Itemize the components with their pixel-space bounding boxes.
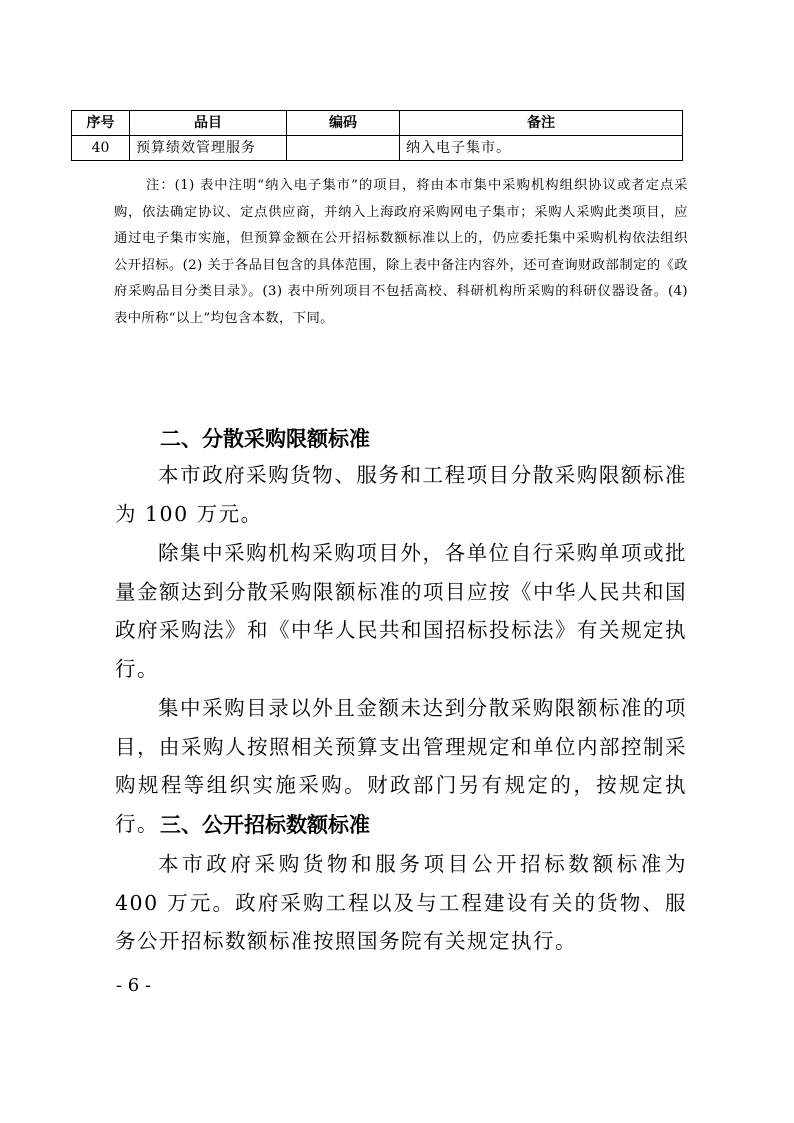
cell-no: 40 — [72, 136, 130, 161]
paragraph: 本市政府采购货物、服务和工程项目分散采购限额标准为 100 万元。 — [115, 463, 687, 526]
section-heading-public-tender-threshold: 三、公开招标数额标准 — [160, 813, 370, 837]
cell-item: 预算绩效管理服务 — [130, 136, 287, 161]
table-header-row — [72, 111, 683, 136]
cell-code — [287, 136, 400, 161]
table-row — [72, 136, 683, 161]
procurement-catalog-table — [71, 110, 683, 161]
header-item: 品目 — [130, 111, 287, 136]
cell-remark: 纳入电子集市。 — [400, 136, 683, 161]
page-number: - 6 - — [116, 975, 152, 996]
header-code: 编码 — [287, 111, 400, 136]
paragraph: 本市政府采购货物和服务项目公开招标数额标准为 400 万元。政府采购工程以及与工程建设有关的货物、服务公开招标数额标准按照国务院有关规定执行。 — [115, 852, 687, 953]
header-remark: 备注 — [400, 111, 683, 136]
section-heading-decentralized-limit: 二、分散采购限额标准 — [160, 427, 370, 451]
paragraph: 除集中采购机构采购项目外，各单位自行采购单项或批量金额达到分散采购限额标准的项目应按《中华人民共和国政府采购法》和《中华人民共和国招标投标法》有关规定执行。 — [115, 541, 687, 681]
header-no: 序号 — [72, 111, 130, 136]
paragraph: 集中采购目录以外且金额未达到分散采购限额标准的项目，由采购人按照相关预算支出管理规定和单位内部控制采购规程等组织实施采购。财政部门另有规定的，按规定执行。 — [115, 696, 687, 836]
table-footnote: 注：(1) 表中注明“纳入电子集市”的项目，将由本市集中采购机构组织协议或者定点采购，依法确定协议、定点供应商，并纳入上海政府采购网电子集市；采购人采购此类项目，应通过电子集市实施，但预算金额在公开招标数额标准以上的，仍应委托集中采购机构依法组织公开招标。(2) 关于各品目包含的具体范围，除上表中备注内容外，还可查询财政部制定的《政府采购品目分类目录》。(3) 表中所列项目不包括高校、科研机构所采购的科研仪器设备。(4) 表中所称“以上”均包含本数，下同。 — [114, 178, 688, 326]
